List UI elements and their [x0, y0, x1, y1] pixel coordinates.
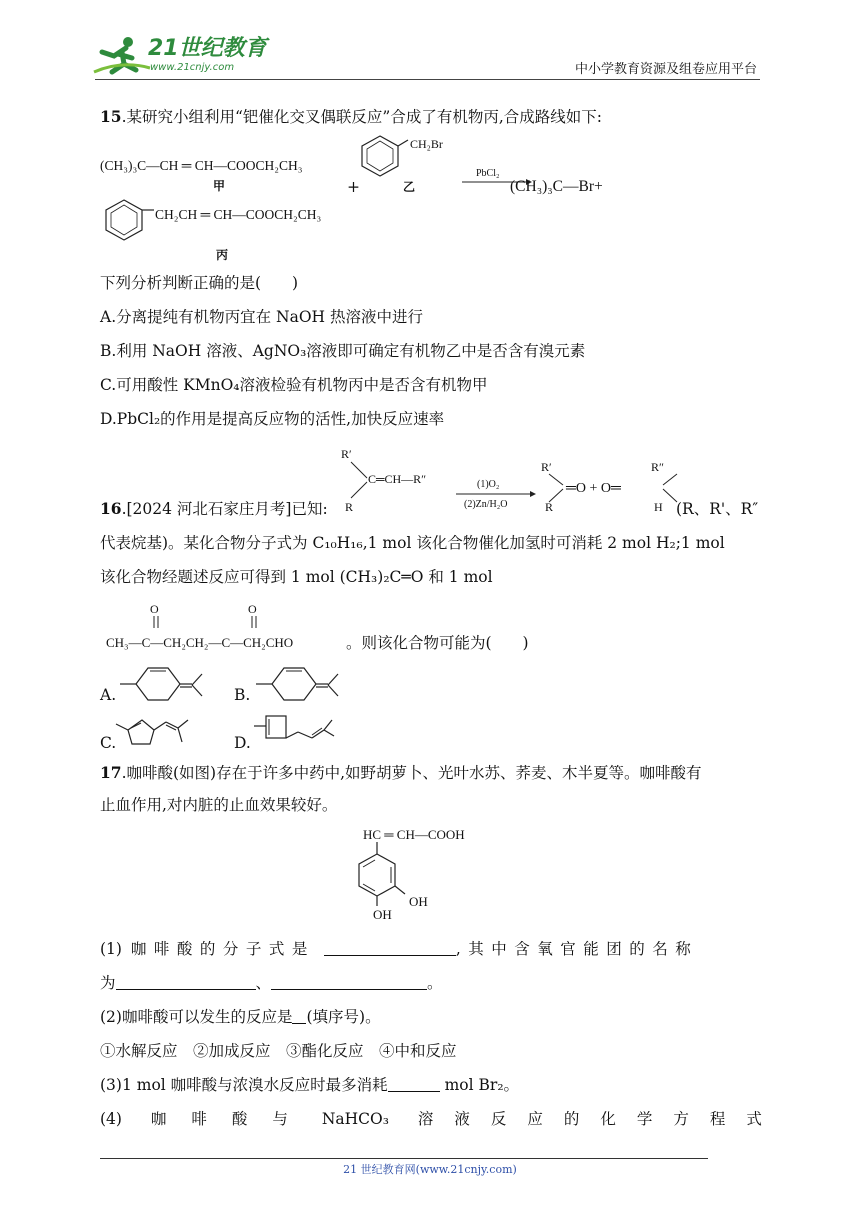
- q15-stem-text: .某研究小组利用“钯催化交叉偶联反应”合成了有机物丙,合成路线如下:: [121, 108, 603, 126]
- q17-stem-line1: [100, 762, 702, 784]
- q16-line3: 该化合物经题述反应可得到 1 mol (CH₃)₂C═O 和 1 mol: [100, 568, 493, 586]
- logo-title: 21世纪教育: [148, 36, 267, 61]
- q16-stem-text: .[2024 河北石家庄月考]已知:: [121, 500, 328, 518]
- q17-p2-text: (2)咖啡酸可以发生的反应是: [100, 1008, 293, 1026]
- q16-number: 16: [100, 499, 122, 518]
- q16-option-a: A.: [100, 686, 117, 704]
- q16-r-prime: R′: [341, 447, 352, 461]
- option-c-structure-icon: [116, 714, 206, 748]
- option-b-structure-icon: [256, 664, 356, 704]
- header-rule: [95, 79, 760, 80]
- q17-p1-sep: 、: [255, 974, 272, 992]
- q17-part1: [100, 938, 698, 960]
- logo-url: www.21cnjy.com: [150, 62, 235, 73]
- q15-jia-label: 甲: [213, 179, 226, 193]
- q17-p4-reagent: NaHCO₃: [321, 1110, 389, 1128]
- q16-r-product: R: [545, 500, 554, 514]
- q17-part3: [100, 1074, 519, 1096]
- q15-plus: +: [347, 178, 360, 196]
- header: [0, 0, 860, 82]
- reaction-number-blank[interactable]: [292, 1007, 306, 1024]
- q17-p4-label: (4): [100, 1110, 122, 1128]
- q17-p1-wei: 为: [100, 974, 116, 992]
- q15-number: 15: [100, 107, 122, 126]
- q17-side-chain: HC ═ CH—COOH: [363, 827, 465, 842]
- q17-oh1: OH: [409, 894, 428, 909]
- q17-stem-text: .咖啡酸(如图)存在于许多中药中,如野胡萝卜、光叶水苏、荞麦、木半夏等。咖啡酸有: [121, 764, 702, 782]
- footer-text: 21 世纪教育网(www.21cnjy.com): [343, 1163, 517, 1176]
- q15-reagent: PbCl₂: [476, 168, 500, 179]
- q16-r-prime-product: R′: [541, 460, 552, 474]
- q15-yi-group: CH₂Br: [410, 137, 443, 151]
- q17-oh2: OH: [373, 907, 392, 922]
- platform-name: 中小学教育资源及组卷应用平台: [575, 62, 758, 77]
- functional-group-blank-1[interactable]: [116, 973, 256, 990]
- q15-bing-formula: CH₂CH ═ CH—COOCH₂CH₃: [155, 207, 322, 222]
- q16-line2: 代表烷基)。某化合物分子式为 C₁₀H₁₆,1 mol 该化合物催化加氢时可消耗 2 mol H₂;1 mol: [100, 534, 725, 552]
- q16-stem: [100, 498, 328, 520]
- q17-part2: [100, 1006, 381, 1028]
- q15-ask: 下列分析判断正确的是( ): [100, 274, 299, 292]
- q16-ask: 。则该化合物可能为( ): [346, 634, 529, 652]
- q16-option-b: B.: [234, 686, 251, 704]
- q17-number: 17: [100, 763, 122, 782]
- q16-keto-chain: CH₃—C—CH₂CH₂—C—CH₂CHO: [106, 635, 294, 650]
- footer-rule: [100, 1158, 708, 1159]
- q16-alkene-chain: C═CH—R″: [368, 472, 427, 486]
- q15-bing-label: 丙: [216, 248, 229, 262]
- q17-p4-text: 咖啡酸与: [150, 1110, 313, 1128]
- functional-group-blank-2[interactable]: [271, 973, 427, 990]
- q17-p1-text2: ,其中含氧官能团的名称: [455, 940, 699, 958]
- q15-stem: [100, 106, 602, 128]
- q16-h: H: [654, 500, 663, 514]
- q16-keto-o1: O: [150, 602, 159, 616]
- q16-stem-tail: (R、R'、R″: [676, 500, 759, 518]
- q17-p1-label: (1): [100, 940, 122, 958]
- q17-part2-choices: ①水解反应 ②加成反应 ③酯化反应 ④中和反应: [100, 1042, 457, 1060]
- q16-keto-o2: O: [248, 602, 257, 616]
- q15-option-b: B.利用 NaOH 溶液、AgNO₃溶液即可确定有机物乙中是否含有溴元素: [100, 342, 586, 360]
- q16-r: R: [345, 500, 354, 514]
- q15-option-d: D.PbCl₂的作用是提高反应物的活性,加快反应速率: [100, 410, 445, 428]
- option-d-structure-icon: [254, 712, 354, 746]
- q17-p2-end: (填序号)。: [306, 1008, 381, 1026]
- runner-logo-icon: [92, 36, 152, 76]
- q17-p3-text: (3)1 mol 咖啡酸与浓溴水反应时最多消耗: [100, 1076, 388, 1094]
- q16-option-c: C.: [100, 734, 117, 752]
- q17-part1-line2: [100, 972, 443, 994]
- benzene-ring-icon: [104, 198, 144, 242]
- q16-carbonyls: ═O + O═: [566, 481, 621, 496]
- q15-yi-label: 乙: [403, 180, 416, 194]
- formula-answer-blank[interactable]: [324, 939, 456, 956]
- q16-cond2: (2)Zn/H₂O: [464, 499, 508, 510]
- q15-option-c: C.可用酸性 KMnO₄溶液检验有机物丙中是否含有机物甲: [100, 376, 488, 394]
- br2-amount-blank[interactable]: [388, 1075, 440, 1092]
- q17-stem-line2: 止血作用,对内脏的止血效果较好。: [100, 796, 338, 814]
- q15-product-side: (CH₃)₃C—Br+: [510, 178, 603, 195]
- q17-p1-end: 。: [427, 974, 443, 992]
- q15-jia-formula: (CH₃)₃C—CH ═ CH—COOCH₂CH₃: [100, 158, 303, 173]
- q17-part4: [100, 1108, 783, 1130]
- benzene-ring-icon: [360, 134, 400, 178]
- keto-double-bonds-icon: [150, 616, 260, 630]
- q17-p4-text2: 溶液反应的化学方程式: [417, 1110, 783, 1128]
- q17-p1-text: 咖啡酸的分子式是: [130, 940, 315, 958]
- q15-option-a: A.分离提纯有机物丙宜在 NaOH 热溶液中进行: [100, 308, 424, 326]
- q16-option-d: D.: [234, 734, 251, 752]
- q16-cond1: (1)O₂: [477, 479, 500, 490]
- option-a-structure-icon: [120, 664, 220, 704]
- q17-p3-unit: mol Br₂。: [439, 1076, 520, 1094]
- q16-r-dprime-product: R″: [651, 460, 665, 474]
